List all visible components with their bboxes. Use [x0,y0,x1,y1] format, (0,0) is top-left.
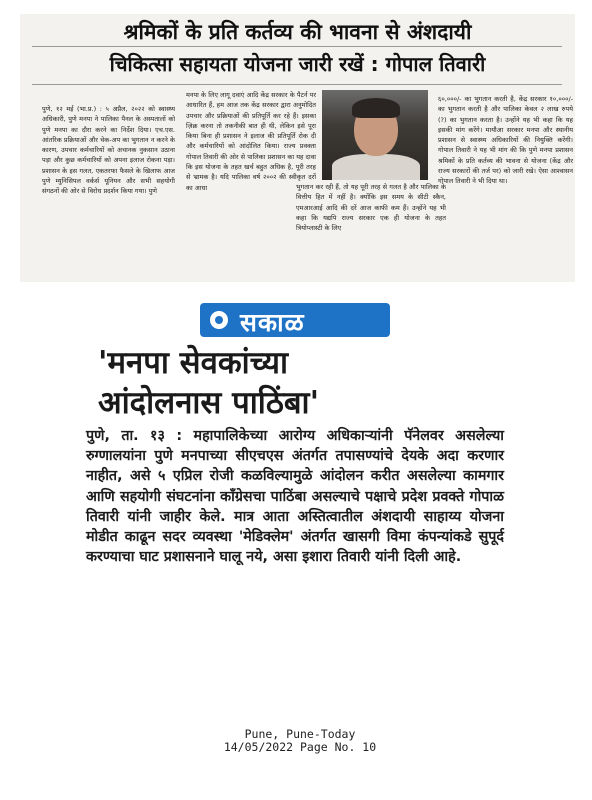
column-text: ६०,०००/- का भुगतान करती है, केंद्र सरकार १०,०००/- का भुगतान करती है और पालिका केवल २ लाख रुपये (?) का भुगतान करता है। उन्होंने यह भी कहा कि यह इसकी मांग करेंगे। मायौआ सरकार मनपा और स्थानीय प्रशासन से स्वास्थ्य अधिकारियों की नियुक्ति करेंगी। गोपाल तिवारी ने यह भी मांग की कि पुणे मनपा प्रशासन श्रमिकों के प्रति कर्तव्य की भावना से योजना (केंद्र और राज्य सरकारों की तर्ज पर) को जारी रखे। ऐसा आश्वासन गोपाल तिवारी ने भी दिया था। [438,95,573,186]
column-text: मनपा के लिए लागू दवाएं आदि केंद्र सरकार के पैटर्न पर आधारित हैं, हम आज तक केंद्र सरकार द्वारा अनुमोदित उपचार और प्रक्रियाओं की प्रतिपूर्ति कर रहे हैं। इसका ज़िक्र करना तो तकनीकी बात ही थी, लेकिन इसे पूरा किया बिना ही प्रशासन ने इलाज की प्रतिपूर्ति रोक दी और कर्मचारियों को आंदोलित किया। राज्य प्रवक्ता गोपाल तिवारी की ओर से पालिका प्रशासन का यह दावा कि इस योजना के तहत खर्च बहुत अधिक है, पूरी तरह से भ्रामक है। यदि पालिका वर्ष २००२ की स्वीकृत दरों का आधा [186,91,316,192]
sakal-emblem-icon [210,311,228,329]
sakal-headline-line2: आंदोलनास पाठिंबा' [98,385,320,421]
column-text: भुगतान कर रही हैं, तो यह पूरी तरह से गलत है और पालिका के वित्तीय हित में नहीं है। क्योंकि इस समय के सीटी स्कैन, एमआरआई आदि की दरें आज काफी कम हैं। उन्होंने यह भी कहा कि यद्यपि राज्य सरकार एक ही योजना के तहत त्रियोप्लास्टी के लिए [296,183,446,233]
hindi-article-column-4 [438,94,573,282]
photo-hair [352,98,400,118]
sakal-logo [200,303,390,337]
hindi-headline-line1: श्रमिकों के प्रति कर्तव्य की भावना से अंशदायी [123,20,472,44]
sakal-headline [98,343,498,423]
sakal-headline-line1: 'मनपा सेवकांच्या [98,345,288,381]
portrait-photo [322,90,428,180]
headline-divider [32,46,562,47]
photo-shirt [332,154,420,180]
footer-source: Pune, Pune-Today [244,727,356,741]
hindi-article-column-1 [42,104,175,282]
hindi-headline-line2: चिकित्सा सहायता योजना जारी रखें : गोपाल तिवारी [109,52,486,76]
source-footer [150,728,450,754]
sakal-logo-text: सकाळ [240,308,305,337]
footer-date-page: 14/05/2022 Page No. 10 [223,740,377,754]
hindi-news-clipping [20,14,575,282]
headline-bottom-rule [32,84,562,85]
hindi-headline [20,14,575,86]
hindi-article-column-3 [296,182,446,282]
sakal-article-body: पुणे, ता. १३ : महापालिकेच्या आरोग्य अधिकाऱ्यांनी पॅनेलवर असलेल्या रुग्णालयांना पुणे मनपाच्या सीएचएस अंतर्गत तपासण्यांचे देयके अदा करणार नाहीत, असे ५ एप्रिल रोजी कळविल्यामुळे आंदोलन करीत असलेल्या कामगार आणि सहयोगी संघटनांना काँग्रेसचा पाठिंबा असल्याचे पक्षाचे प्रदेश प्रवक्ते गोपाळ तिवारी यांनी जाहीर केले. मात्र आता अस्तित्वातील अंशदायी साहाय्य योजना मोडीत काढून सदर व्यवस्था 'मेडिक्लेम' अंतर्गत खासगी विमा कंपन्यांकडे सुपूर्द करण्याचा घाट प्रशासनाने घालू नये, असा इशारा तिवारी यांनी दिली आहे. [86,428,504,566]
column-text: पुणे, १२ मई (भा.प्र.) : ५ अप्रैल, २०२२ को स्वास्थ्य अधिकारी, पुणे मनपा ने पालिका पैनल के अस्पतालों को पुणे मनपा का दौरा करने का निर्देश दिया। एच.एस. आंतरिक प्रक्रियाओं और चेक-अप का भुगतान न करने के कारण, उपचार कर्मचारियों को अचानक नुकसान उठाना पड़ा और कुछ कर्मचारियों को अपना इलाज रोकना पड़ा। प्रशासन के इस गलत, एकतरफा फैसले के खिलाफ आज पुणे म्युनिसिपल वर्कर्स यूनियन और सभी सहयोगी संगठनों की ओर से विरोध प्रदर्शन किया गया। पुणे [42,105,175,196]
